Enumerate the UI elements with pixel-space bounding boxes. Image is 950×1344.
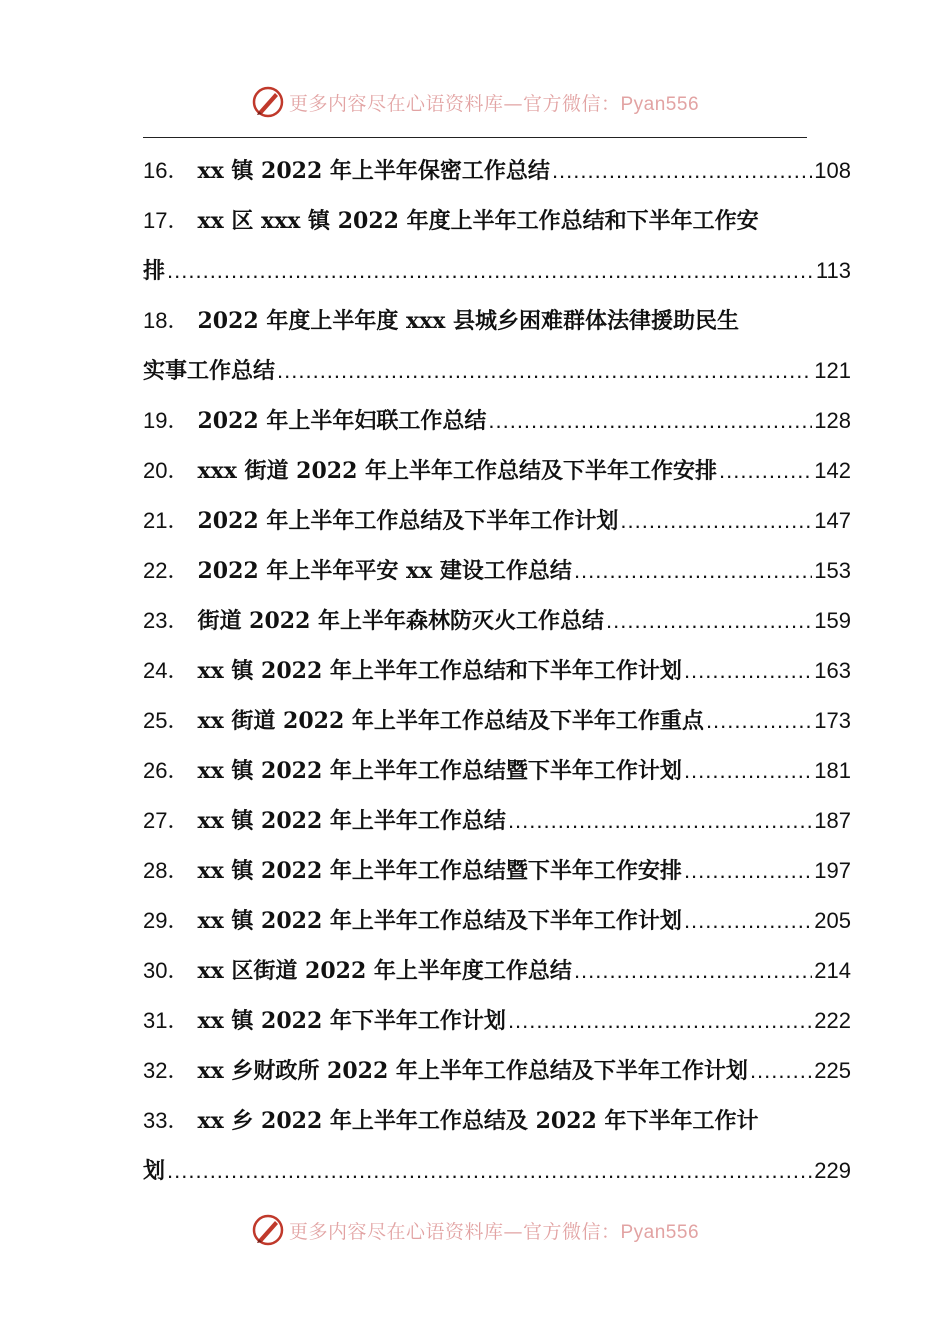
toc-leader-dots (719, 446, 812, 496)
toc-leader-dots (552, 146, 812, 196)
toc-entry[interactable] (143, 496, 851, 546)
toc-entry-page: 225 (814, 1058, 851, 1083)
toc-entry-title: xx 镇 2022 年上半年工作总结暨下半年工作安排 (197, 858, 682, 884)
banner-text: 更多内容尽在心语资料库—官方微信：Pyan556 (288, 1220, 700, 1243)
header-divider (143, 137, 807, 138)
toc-entry-page: 163 (814, 658, 851, 683)
toc-leader-dots (684, 646, 812, 696)
toc-entry[interactable] (143, 196, 851, 296)
toc-entry-page: 187 (814, 808, 851, 833)
header-banner (0, 82, 950, 122)
toc-entry-title: xx 镇 2022 年上半年保密工作总结 (197, 158, 550, 184)
toc-entry-page: 205 (814, 908, 851, 933)
toc-entry-page: 147 (814, 508, 851, 533)
footer-banner (0, 1210, 950, 1250)
toc-leader-dots (706, 696, 812, 746)
toc-entry-page: 153 (814, 558, 851, 583)
toc-entry-title-cont: 排 (143, 258, 166, 284)
toc-leader-dots (167, 246, 814, 296)
toc-entry-number: 16． (143, 158, 190, 183)
toc-leader-dots (750, 1046, 812, 1096)
toc-entry-page: 214 (814, 958, 851, 983)
toc-entry-page: 173 (814, 708, 851, 733)
toc-entry-number: 27． (143, 808, 190, 833)
toc-entry-number: 17． (143, 208, 190, 233)
toc-entry-number: 20． (143, 458, 190, 483)
table-of-contents (143, 146, 851, 1196)
toc-leader-dots (508, 796, 812, 846)
toc-entry-title: xxx 街道 2022 年上半年工作总结及下半年工作安排 (197, 458, 718, 484)
toc-leader-dots (620, 496, 812, 546)
toc-leader-dots (508, 996, 812, 1046)
toc-entry-number: 30． (143, 958, 190, 983)
toc-entry[interactable] (143, 696, 851, 746)
toc-entry-page: 222 (814, 1008, 851, 1033)
toc-leader-dots (684, 746, 812, 796)
toc-entry-page: 181 (814, 758, 851, 783)
toc-entry-number: 31． (143, 1008, 190, 1033)
toc-entry-title: xx 乡 2022 年上半年工作总结及 2022 年下半年工作计 (197, 1108, 759, 1134)
toc-entry-number: 19． (143, 408, 190, 433)
toc-entry[interactable] (143, 396, 851, 446)
toc-entry-page: 128 (814, 408, 851, 433)
toc-entry-number: 21． (143, 508, 190, 533)
toc-entry[interactable] (143, 596, 851, 646)
toc-entry-page: 113 (815, 258, 851, 283)
toc-entry-title: 2022 年上半年平安 xx 建设工作总结 (197, 558, 572, 584)
toc-entry-number: 32． (143, 1058, 190, 1083)
toc-entry[interactable] (143, 646, 851, 696)
toc-entry-page: 197 (814, 858, 851, 883)
toc-entry[interactable] (143, 896, 851, 946)
toc-leader-dots (488, 396, 812, 446)
toc-entry-title: xx 区街道 2022 年上半年度工作总结 (197, 958, 572, 984)
toc-entry-number: 22． (143, 558, 190, 583)
toc-entry[interactable] (143, 996, 851, 1046)
toc-entry-title: 街道 2022 年上半年森林防灭火工作总结 (197, 608, 605, 634)
toc-entry-number: 25． (143, 708, 190, 733)
toc-entry-title: xx 镇 2022 年上半年工作总结及下半年工作计划 (197, 908, 682, 934)
toc-leader-dots (684, 896, 812, 946)
toc-entry[interactable] (143, 746, 851, 796)
toc-entry-title: 2022 年度上半年度 xxx 县城乡困难群体法律援助民生 (197, 308, 740, 334)
toc-leader-dots (277, 346, 812, 396)
toc-entry-number: 18． (143, 308, 190, 333)
toc-entry-page: 121 (814, 358, 851, 383)
toc-entry-title-cont: 实事工作总结 (143, 358, 276, 384)
toc-entry-title: xx 街道 2022 年上半年工作总结及下半年工作重点 (197, 708, 704, 734)
toc-entry[interactable] (143, 946, 851, 996)
pen-logo-icon (251, 85, 285, 119)
toc-entry-title: xx 镇 2022 年上半年工作总结 (197, 808, 506, 834)
toc-entry-title: xx 乡财政所 2022 年上半年工作总结及下半年工作计划 (197, 1058, 748, 1084)
toc-entry-page: 142 (814, 458, 851, 483)
toc-leader-dots (684, 846, 812, 896)
toc-leader-dots (167, 1146, 812, 1196)
toc-leader-dots (606, 596, 812, 646)
toc-entry[interactable] (143, 846, 851, 896)
toc-entry-page: 229 (814, 1158, 851, 1183)
toc-entry-title-cont: 划 (143, 1158, 166, 1184)
toc-entry[interactable] (143, 1096, 851, 1196)
pen-logo-icon (251, 1213, 285, 1247)
toc-entry-page: 108 (814, 158, 851, 183)
toc-entry-number: 28． (143, 858, 190, 883)
toc-entry-page: 159 (814, 608, 851, 633)
toc-entry[interactable] (143, 796, 851, 846)
toc-entry-title: 2022 年上半年工作总结及下半年工作计划 (197, 508, 619, 534)
toc-entry-title: xx 区 xxx 镇 2022 年度上半年工作总结和下半年工作安 (197, 208, 759, 234)
toc-entry[interactable] (143, 546, 851, 596)
toc-entry-title: xx 镇 2022 年上半年工作总结和下半年工作计划 (197, 658, 682, 684)
toc-entry-number: 29． (143, 908, 190, 933)
toc-entry-number: 23． (143, 608, 190, 633)
toc-entry-number: 24． (143, 658, 190, 683)
toc-leader-dots (574, 946, 812, 996)
toc-entry[interactable] (143, 446, 851, 496)
toc-entry[interactable] (143, 1046, 851, 1096)
banner-text: 更多内容尽在心语资料库—官方微信：Pyan556 (288, 92, 700, 115)
toc-entry-number: 26． (143, 758, 190, 783)
toc-leader-dots (574, 546, 812, 596)
toc-entry[interactable] (143, 146, 851, 196)
toc-entry-title: xx 镇 2022 年下半年工作计划 (197, 1008, 506, 1034)
toc-entry-number: 33． (143, 1108, 190, 1133)
toc-entry-title: xx 镇 2022 年上半年工作总结暨下半年工作计划 (197, 758, 682, 784)
toc-entry[interactable] (143, 296, 851, 396)
toc-entry-title: 2022 年上半年妇联工作总结 (197, 408, 487, 434)
